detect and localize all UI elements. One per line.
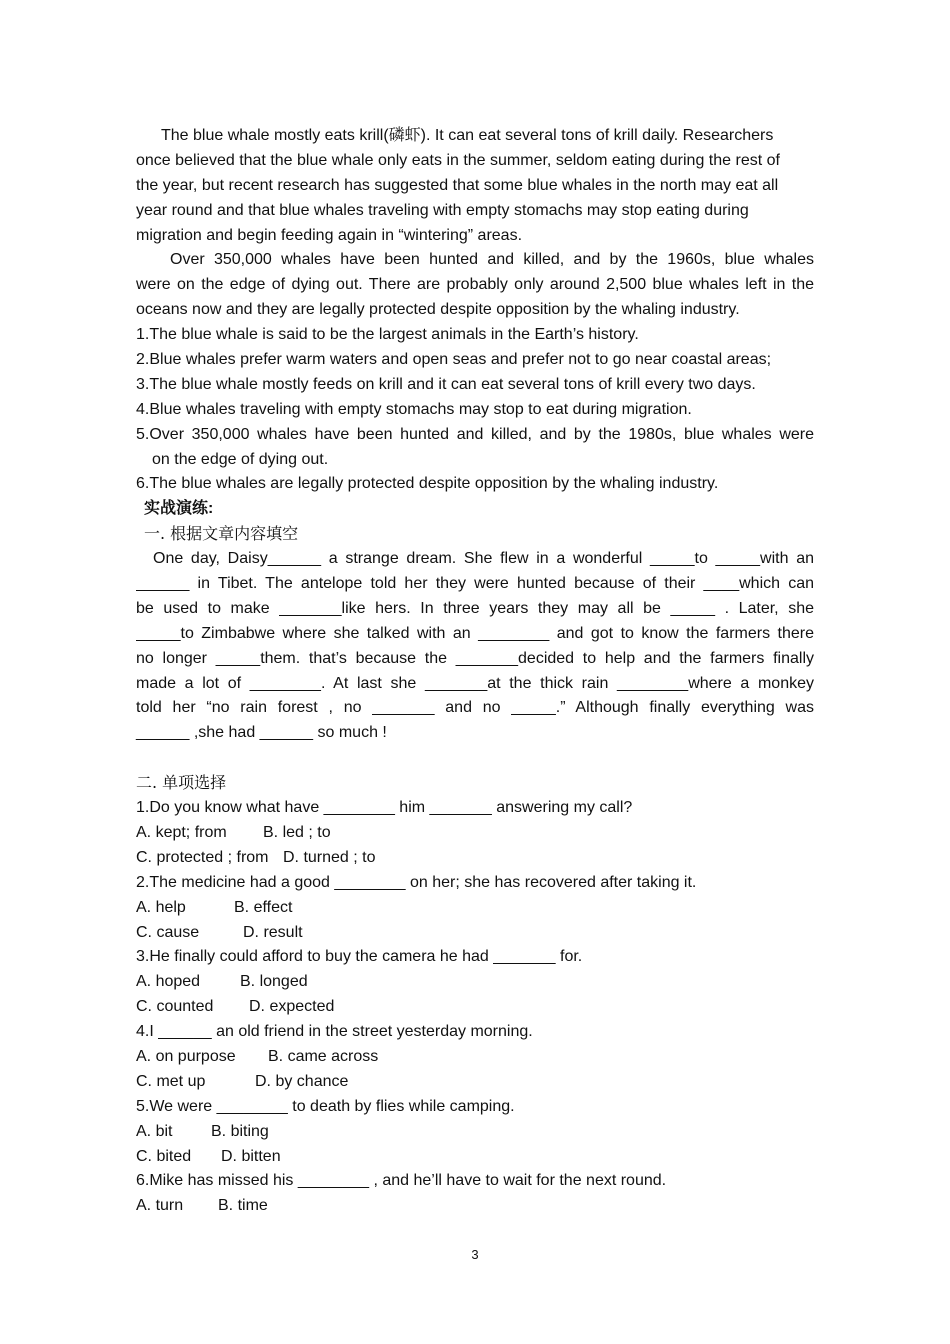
passage-paragraph-1 (136, 124, 814, 248)
option-d: D. by chance (255, 1072, 349, 1090)
option-d: D. bitten (221, 1147, 281, 1165)
fill-in-line: ______ ,she had ______ so much ! (136, 724, 387, 742)
passage-paragraph-2 (136, 248, 814, 323)
options-row (136, 821, 814, 846)
options-row (136, 846, 814, 871)
question-text: 6.Mike has missed his ________ , and he’ll have to wait for the next round. (136, 1172, 667, 1190)
fill-in-line: no longer _____them. that’s because the _______decided to help and the farmers finally (136, 649, 814, 667)
text-line: were on the edge of dying out. There are probably only around 2,500 blue whales left in the (136, 276, 814, 294)
option-b: B. came across (268, 1047, 379, 1065)
options-row (136, 896, 814, 921)
option-c: C. counted (136, 998, 214, 1016)
options-row (136, 970, 814, 995)
statement-item: 6.The blue whales are legally protected despite opposition by the whaling industry. (136, 475, 719, 493)
option-d: D. turned ; to (283, 848, 376, 866)
statement-item: 5.Over 350,000 whales have been hunted and killed, and by the 1980s, blue whales were (136, 425, 814, 443)
question-item (136, 796, 814, 871)
question-item (136, 1095, 814, 1170)
options-row (136, 1070, 814, 1095)
option-d: D. result (243, 923, 303, 941)
option-b: B. longed (240, 973, 308, 991)
option-d: D. expected (249, 998, 335, 1016)
fill-in-line: ______ in Tibet. The antelope told her they were hunted because of their ____which can (136, 575, 814, 593)
option-b: B. time (218, 1197, 268, 1215)
options-row (136, 1120, 814, 1145)
option-c: C. met up (136, 1072, 206, 1090)
question-text: 1.Do you know what have ________ him _______ answering my call? (136, 799, 633, 817)
option-a: A. turn (136, 1197, 184, 1215)
section2-heading: 二. 单项选择 (136, 773, 227, 793)
question-text: 3.He finally could afford to buy the camera he had _______ for. (136, 948, 583, 966)
fill-in-passage (136, 547, 814, 746)
fill-in-line: One day, Daisy______ a strange dream. She flew in a wonderful _____to _____with an (153, 550, 814, 568)
option-a: A. help (136, 898, 186, 916)
section1-heading: 一. 根据文章内容填空 (144, 524, 299, 544)
fill-in-line: made a lot of ________. At last she _______at the thick rain ________where a monkey (136, 674, 814, 692)
question-text: 2.The medicine had a good ________ on her; she has recovered after taking it. (136, 873, 697, 891)
options-row (136, 1194, 814, 1219)
statement-item: 2.Blue whales prefer warm waters and open seas and prefer not to go near coastal areas; (136, 351, 772, 369)
fill-in-line: told her “no rain forest , no _______ and no _____.” Although finally everything was (136, 699, 814, 717)
text-line: once believed that the blue whale only eats in the summer, seldom eating during the rest of (136, 151, 780, 169)
text-line: oceans now and they are legally protected despite opposition by the whaling industry. (136, 301, 740, 319)
text-line: Over 350,000 whales have been hunted and killed, and by the 1960s, blue whales (170, 251, 814, 269)
options-row (136, 995, 814, 1020)
page-content (136, 124, 814, 1219)
option-b: B. led ; to (263, 823, 331, 841)
option-b: B. biting (211, 1122, 269, 1140)
statement-item: 4.Blue whales traveling with empty stomachs may stop to eat during migration. (136, 400, 692, 418)
option-a: A. hoped (136, 973, 201, 991)
question-text: 4.I ______ an old friend in the street yesterday morning. (136, 1023, 533, 1041)
options-row (136, 921, 814, 946)
statement-item: 1.The blue whale is said to be the largest animals in the Earth’s history. (136, 326, 639, 344)
question-item (136, 1020, 814, 1095)
question-text: 5.We were ________ to death by flies while camping. (136, 1097, 515, 1115)
option-c: C. bited (136, 1147, 192, 1165)
text-line: year round and that blue whales traveling with empty stomachs may stop eating during (136, 201, 749, 219)
fill-in-line: _____to Zimbabwe where she talked with an ________ and got to know the farmers there (136, 624, 814, 642)
option-a: A. kept; from (136, 823, 227, 841)
question-item (136, 871, 814, 946)
statement-list (136, 323, 814, 497)
statement-item-continued: on the edge of dying out. (152, 450, 329, 468)
question-item (136, 945, 814, 1020)
option-b: B. effect (234, 898, 293, 916)
text-line: migration and begin feeding again in “wintering” areas. (136, 226, 523, 244)
spacer (136, 746, 814, 771)
option-a: A. on purpose (136, 1047, 236, 1065)
multiple-choice-list (136, 796, 814, 1219)
page-number: 3 (471, 1247, 479, 1262)
practice-heading: 实战演练: (144, 500, 214, 518)
question-item (136, 1169, 814, 1219)
options-row (136, 1045, 814, 1070)
option-c: C. protected ; from (136, 848, 269, 866)
text-line: The blue whale mostly eats krill(磷虾). It can eat several tons of krill daily. Researchers (161, 127, 774, 144)
option-c: C. cause (136, 923, 200, 941)
fill-in-line: be used to make _______like hers. In three years they may all be _____ . Later, she (136, 599, 814, 617)
options-row (136, 1145, 814, 1170)
statement-item: 3.The blue whale mostly feeds on krill and it can eat several tons of krill every two days. (136, 375, 756, 393)
text-line: the year, but recent research has suggested that some blue whales in the north may eat all (136, 176, 779, 194)
option-a: A. bit (136, 1122, 173, 1140)
